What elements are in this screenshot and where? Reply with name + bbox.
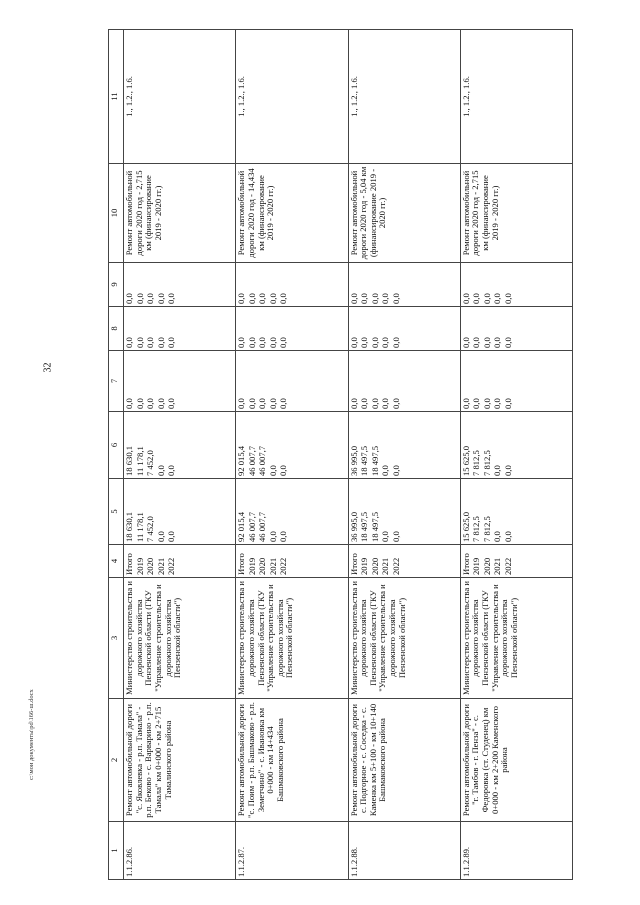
row-id: 1.1.2.86. bbox=[124, 822, 236, 880]
column-header: 10 bbox=[109, 164, 124, 263]
col5-value: 0,0 bbox=[166, 531, 176, 542]
col7-value: 0,0 bbox=[471, 398, 482, 409]
column-header: 1 bbox=[109, 822, 124, 880]
col9-value: 0,0 bbox=[267, 293, 278, 304]
year-value: 2021 bbox=[380, 557, 390, 575]
col5-value: 0,0 bbox=[155, 531, 166, 542]
executor: Министерство строительства и дорожного хозяйства Пензенской области (ГКУ "Управление строительства и дорожного хозяйства Пензенской области") bbox=[124, 578, 236, 699]
col7 bbox=[124, 351, 236, 412]
table-row bbox=[460, 30, 572, 880]
year-value: Итого bbox=[124, 553, 134, 575]
col6-value: 36 995,0 bbox=[348, 445, 359, 476]
col9-value: 0,0 bbox=[278, 293, 289, 304]
year-value: Итого bbox=[460, 553, 471, 575]
indicators: 1., 1.2., 1.6. bbox=[236, 30, 348, 164]
col6-value: 46 007,7 bbox=[257, 445, 268, 476]
col9-value: 0,0 bbox=[481, 293, 492, 304]
col8 bbox=[348, 307, 460, 351]
year-value: Итого bbox=[236, 553, 247, 575]
year-value: 2019 bbox=[134, 557, 145, 575]
col8-value: 0,0 bbox=[492, 337, 503, 348]
page-number: 32 bbox=[42, 362, 54, 373]
object-name: Ремонт автомобильной дороги с. Подгорное - с. Соседка - с. Каменка км 5+100 - км 10+140 Башмаковского района bbox=[348, 699, 460, 822]
year bbox=[460, 545, 572, 578]
col6-value: 0,0 bbox=[155, 465, 166, 476]
col7-value: 0,0 bbox=[348, 398, 359, 409]
result: Ремонт автомобильной дороги 2020 год - 14,434 км (финансирование 2019 - 2020 гг.) bbox=[236, 164, 348, 263]
col6-value: 92 015,4 bbox=[236, 445, 247, 476]
col8-value: 0,0 bbox=[348, 337, 359, 348]
col7 bbox=[236, 351, 348, 412]
year-value: Итого bbox=[348, 553, 359, 575]
col5-value: 7 452,0 bbox=[145, 516, 155, 542]
col5-value: 0,0 bbox=[390, 531, 401, 542]
col7-value: 0,0 bbox=[246, 398, 257, 409]
col9-value: 0,0 bbox=[460, 293, 471, 304]
col6-value: 18 497,5 bbox=[359, 445, 369, 476]
col7-value: 0,0 bbox=[145, 398, 155, 409]
executor: Министерство строительства и дорожного хозяйства Пензенской области (ГКУ "Управление строительства и дорожного хозяйства Пензенской области") bbox=[236, 578, 348, 699]
col6-value: 0,0 bbox=[492, 465, 503, 476]
col9-value: 0,0 bbox=[359, 293, 369, 304]
col6-value: 7 812,5 bbox=[471, 450, 482, 476]
col9-value: 0,0 bbox=[380, 293, 390, 304]
indicators: 1., 1.2., 1.6. bbox=[124, 30, 236, 164]
col7-value: 0,0 bbox=[166, 398, 176, 409]
column-header: 5 bbox=[109, 479, 124, 545]
col5-value: 7 812,5 bbox=[481, 516, 492, 542]
column-header: 4 bbox=[109, 545, 124, 578]
column-header: 8 bbox=[109, 307, 124, 351]
column-header: 11 bbox=[109, 30, 124, 164]
col5 bbox=[348, 479, 460, 545]
col5-value: 0,0 bbox=[267, 531, 278, 542]
col6-value: 7 452,0 bbox=[145, 450, 155, 476]
col9-value: 0,0 bbox=[492, 293, 503, 304]
year-value: 2021 bbox=[155, 557, 166, 575]
indicators: 1., 1.2., 1.6. bbox=[460, 30, 572, 164]
col9 bbox=[124, 263, 236, 307]
result: Ремонт автомобильной дороги 2020 год - 2,715 км (финансирование 2019 - 2020 гг.) bbox=[124, 164, 236, 263]
table-row bbox=[236, 30, 348, 880]
col5-value: 0,0 bbox=[278, 531, 289, 542]
col7-value: 0,0 bbox=[278, 398, 289, 409]
col8-value: 0,0 bbox=[134, 337, 145, 348]
col8-value: 0,0 bbox=[236, 337, 247, 348]
year-value: 2021 bbox=[492, 557, 503, 575]
year-value: 2022 bbox=[502, 557, 513, 575]
col7-value: 0,0 bbox=[492, 398, 503, 409]
col9-value: 0,0 bbox=[155, 293, 166, 304]
col5 bbox=[460, 479, 572, 545]
year-value: 2019 bbox=[246, 557, 257, 575]
row-id: 1.1.2.87. bbox=[236, 822, 348, 880]
col9-value: 0,0 bbox=[257, 293, 268, 304]
col6 bbox=[348, 412, 460, 479]
col5-value: 18 497,5 bbox=[359, 511, 369, 542]
col7-value: 0,0 bbox=[359, 398, 369, 409]
year-value: 2019 bbox=[471, 557, 482, 575]
col8-value: 0,0 bbox=[155, 337, 166, 348]
col7-value: 0,0 bbox=[390, 398, 401, 409]
col6 bbox=[124, 412, 236, 479]
col5 bbox=[236, 479, 348, 545]
col9 bbox=[460, 263, 572, 307]
col8-value: 0,0 bbox=[390, 337, 401, 348]
col7 bbox=[348, 351, 460, 412]
col7-value: 0,0 bbox=[369, 398, 380, 409]
col9-value: 0,0 bbox=[502, 293, 513, 304]
col7-value: 0,0 bbox=[124, 398, 134, 409]
col7-value: 0,0 bbox=[257, 398, 268, 409]
executor: Министерство строительства и дорожного хозяйства Пензенской области (ГКУ "Управление строительства и дорожного хозяйства Пензенской области") bbox=[460, 578, 572, 699]
col7-value: 0,0 bbox=[155, 398, 166, 409]
col6-value: 18 497,5 bbox=[369, 445, 380, 476]
rotated-table-frame bbox=[108, 30, 573, 880]
footer-file-path: c:\мои документы\pd\166-ш.docx bbox=[28, 689, 35, 780]
col8-value: 0,0 bbox=[460, 337, 471, 348]
col9-value: 0,0 bbox=[369, 293, 380, 304]
col9-value: 0,0 bbox=[145, 293, 155, 304]
year-value: 2022 bbox=[166, 557, 176, 575]
col7 bbox=[460, 351, 572, 412]
col6-value: 0,0 bbox=[267, 465, 278, 476]
column-header: 2 bbox=[109, 699, 124, 822]
year bbox=[348, 545, 460, 578]
col5-value: 0,0 bbox=[380, 531, 390, 542]
executor: Министерство строительства и дорожного хозяйства Пензенской области (ГКУ "Управление строительства и дорожного хозяйства Пензенской области") bbox=[348, 578, 460, 699]
year-value: 2019 bbox=[359, 557, 369, 575]
col8-value: 0,0 bbox=[267, 337, 278, 348]
col9-value: 0,0 bbox=[471, 293, 482, 304]
col7-value: 0,0 bbox=[502, 398, 513, 409]
col5-value: 18 497,5 bbox=[369, 511, 380, 542]
col5-value: 11 178,1 bbox=[134, 512, 145, 542]
col6-value: 46 007,7 bbox=[246, 445, 257, 476]
col6-value: 11 178,1 bbox=[134, 446, 145, 476]
col8-value: 0,0 bbox=[502, 337, 513, 348]
year-value: 2020 bbox=[481, 557, 492, 575]
year-value: 2020 bbox=[145, 557, 155, 575]
col9-value: 0,0 bbox=[236, 293, 247, 304]
col8-value: 0,0 bbox=[481, 337, 492, 348]
object-name: Ремонт автомобильной дороги "с. Поим - р.п. Башмаково - р.п. Земетчино" - с. Ивановка км 0+000 - км 14+434 Башмаковского района bbox=[236, 699, 348, 822]
col9-value: 0,0 bbox=[246, 293, 257, 304]
col8 bbox=[236, 307, 348, 351]
year-value: 2021 bbox=[267, 557, 278, 575]
col6-value: 0,0 bbox=[502, 465, 513, 476]
col7-value: 0,0 bbox=[460, 398, 471, 409]
program-table bbox=[108, 29, 573, 880]
col5-value: 0,0 bbox=[492, 531, 503, 542]
col8-value: 0,0 bbox=[278, 337, 289, 348]
col9-value: 0,0 bbox=[134, 293, 145, 304]
column-header: 9 bbox=[109, 263, 124, 307]
col8-value: 0,0 bbox=[369, 337, 380, 348]
year-value: 2022 bbox=[390, 557, 401, 575]
col6 bbox=[236, 412, 348, 479]
col5-value: 18 630,1 bbox=[124, 511, 134, 542]
year-value: 2020 bbox=[257, 557, 268, 575]
year bbox=[124, 545, 236, 578]
col6-value: 0,0 bbox=[278, 465, 289, 476]
table-row bbox=[124, 30, 236, 880]
col6-value: 0,0 bbox=[390, 465, 401, 476]
col9 bbox=[236, 263, 348, 307]
col8 bbox=[460, 307, 572, 351]
col9-value: 0,0 bbox=[348, 293, 359, 304]
result: Ремонт автомобильной дороги 2020 год - 5,04 км (финансирование 2019 - 2020 гг.) bbox=[348, 164, 460, 263]
col8-value: 0,0 bbox=[471, 337, 482, 348]
col7-value: 0,0 bbox=[267, 398, 278, 409]
col8-value: 0,0 bbox=[246, 337, 257, 348]
indicators: 1., 1.2., 1.6. bbox=[348, 30, 460, 164]
col8-value: 0,0 bbox=[359, 337, 369, 348]
col5-value: 0,0 bbox=[502, 531, 513, 542]
col5-value: 15 625,0 bbox=[460, 511, 471, 542]
row-id: 1.1.2.88. bbox=[348, 822, 460, 880]
col7-value: 0,0 bbox=[481, 398, 492, 409]
col9-value: 0,0 bbox=[124, 293, 134, 304]
col8-value: 0,0 bbox=[380, 337, 390, 348]
year-value: 2020 bbox=[369, 557, 380, 575]
col6 bbox=[460, 412, 572, 479]
col7-value: 0,0 bbox=[236, 398, 247, 409]
col7-value: 0,0 bbox=[380, 398, 390, 409]
column-number-row bbox=[109, 30, 124, 880]
col5-value: 92 015,4 bbox=[236, 511, 247, 542]
column-header: 6 bbox=[109, 412, 124, 479]
col6-value: 0,0 bbox=[380, 465, 390, 476]
col8-value: 0,0 bbox=[257, 337, 268, 348]
col8 bbox=[124, 307, 236, 351]
row-id: 1.1.2.89. bbox=[460, 822, 572, 880]
col7-value: 0,0 bbox=[134, 398, 145, 409]
year-value: 2022 bbox=[278, 557, 289, 575]
object-name: Ремонт автомобильной дороги "с. Яковлевка - р.п. Тамала" - р.п. Беково - с. Варварино - р.п. Тамала" км 0+000 - км 2+715 Тамалинского района bbox=[124, 699, 236, 822]
col5 bbox=[124, 479, 236, 545]
object-name: Ремонт автомобильной дороги "г. Тамбов - г. Пенза" - с. Федоровка (ст. Студенец) км 0+000 - км 2+200 Каменского района bbox=[460, 699, 572, 822]
col8-value: 0,0 bbox=[145, 337, 155, 348]
column-header: 7 bbox=[109, 351, 124, 412]
col6-value: 0,0 bbox=[166, 465, 176, 476]
col6-value: 7 812,5 bbox=[481, 450, 492, 476]
col9-value: 0,0 bbox=[166, 293, 176, 304]
col5-value: 36 995,0 bbox=[348, 511, 359, 542]
col6-value: 15 625,0 bbox=[460, 445, 471, 476]
col5-value: 7 812,5 bbox=[471, 516, 482, 542]
col5-value: 46 007,7 bbox=[246, 511, 257, 542]
col5-value: 46 007,7 bbox=[257, 511, 268, 542]
col9 bbox=[348, 263, 460, 307]
col6-value: 18 630,1 bbox=[124, 445, 134, 476]
result: Ремонт автомобильной дороги 2020 год - 2,715 км (финансирование 2019 - 2020 гг.) bbox=[460, 164, 572, 263]
table-row bbox=[348, 30, 460, 880]
col8-value: 0,0 bbox=[124, 337, 134, 348]
col8-value: 0,0 bbox=[166, 337, 176, 348]
column-header: 3 bbox=[109, 578, 124, 699]
year bbox=[236, 545, 348, 578]
col9-value: 0,0 bbox=[390, 293, 401, 304]
